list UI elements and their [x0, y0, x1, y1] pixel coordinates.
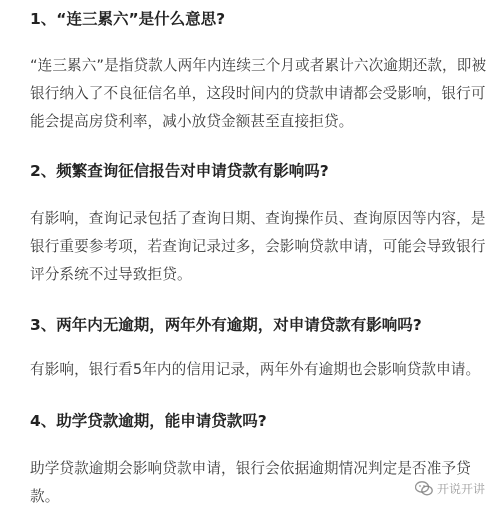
- section-1-heading: 1、“连三累六”是什么意思?: [30, 10, 226, 28]
- section-1-body: “连三累六”是指贷款人两年内连续三个月或者累计六次逾期还款，即被银行纳入了不良征信名单，这段时间内的贷款申请都会受影响，银行可能会提高房贷利率，减小放贷金额甚至直接拒贷。: [30, 57, 487, 130]
- section-3-body: 有影响，银行看5年内的信用记录，两年外有逾期也会影响贷款申请。: [30, 361, 481, 378]
- section-4-body: 助学贷款逾期会影响贷款申请，银行会依据逾期情况判定是否准予贷款。: [30, 460, 471, 505]
- section-3-heading: 3、两年内无逾期，两年外有逾期，对申请贷款有影响吗?: [30, 316, 422, 334]
- watermark: [412, 479, 488, 498]
- section-2-heading: 2、频繁查询征信报告对申请贷款有影响吗?: [30, 162, 329, 180]
- wechat-logo-icon: [415, 481, 433, 496]
- section-2-body: 有影响，查询记录包括了查询日期、查询操作员、查询原因等内容，是银行重要参考项，若查询记录过多，会影响贷款申请，可能会导致银行评分系统不过导致拒贷。: [30, 210, 486, 283]
- section-4-heading: 4、助学贷款逾期，能申请贷款吗?: [30, 412, 267, 430]
- watermark-text: 开说开讲: [436, 482, 485, 496]
